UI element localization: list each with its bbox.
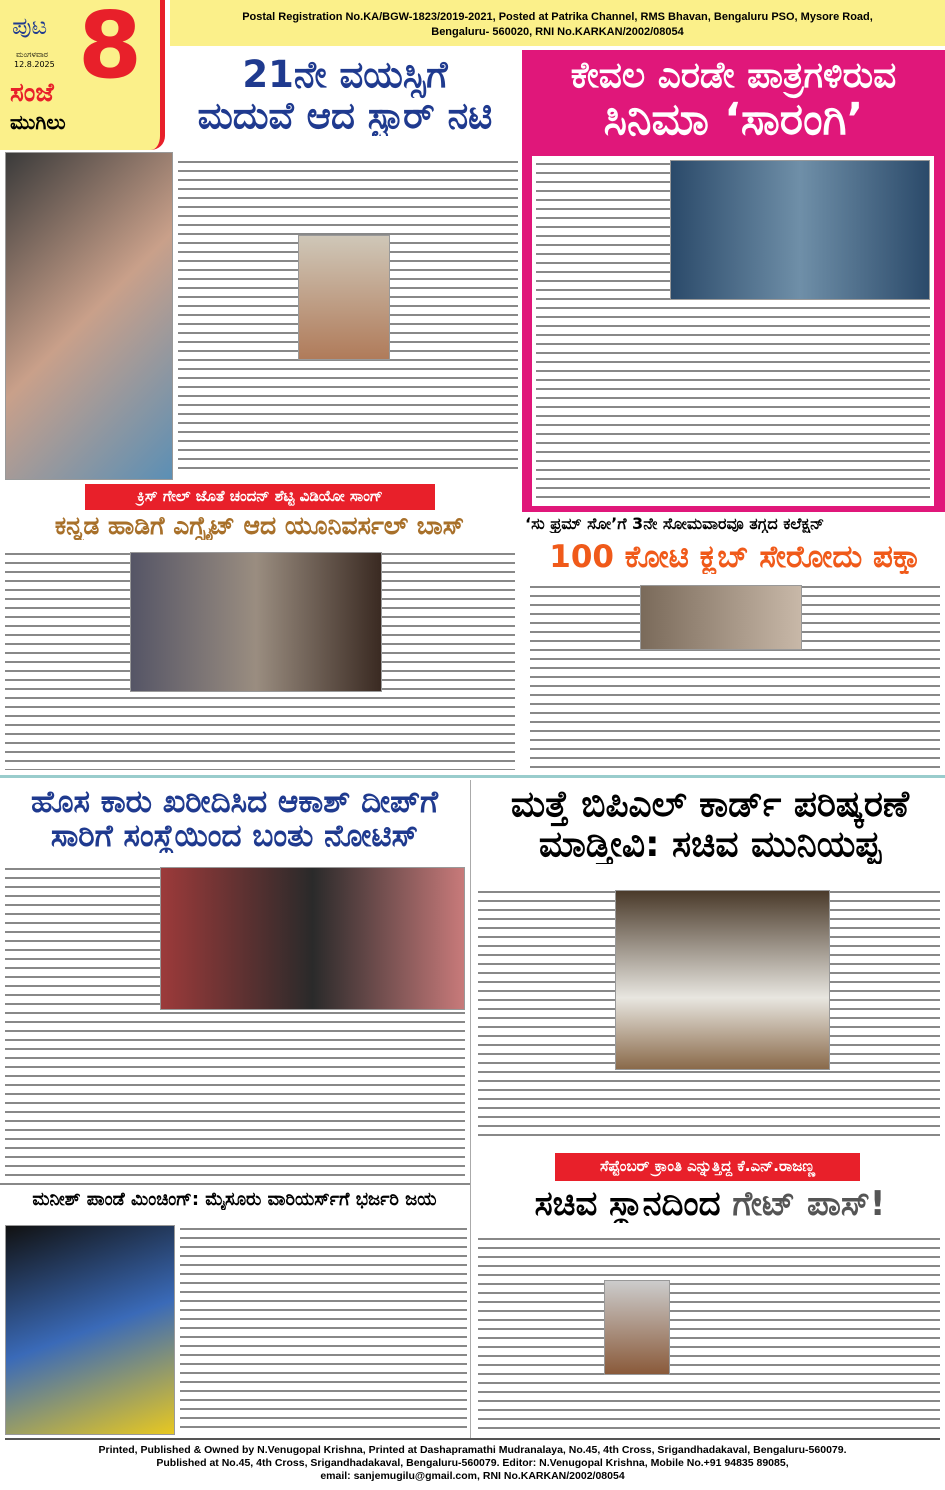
- press-meet-photo: [670, 160, 930, 300]
- page-number: 8: [78, 0, 143, 99]
- rajanna-photo: [604, 1280, 670, 1375]
- story8-body: [478, 1235, 940, 1435]
- headline-line: ಮತ್ತೆ ಬಿಪಿಎಲ್ ಕಾರ್ಡ್ ಪರಿಷ್ಕರಣೆ: [510, 785, 910, 825]
- divider: [0, 775, 945, 778]
- page-label: ಪುಟ: [12, 12, 48, 40]
- minister-assembly-photo: [615, 890, 830, 1070]
- date: 12.8.2025: [14, 60, 55, 69]
- story8-kicker: ಸೆಪ್ಟೆಂಬರ್ ಕ್ರಾಂತಿ ಎನ್ನುತ್ತಿದ್ದ ಕೆ.ಎನ್.ರಾಜಣ್ಣ: [555, 1153, 860, 1181]
- divider: [0, 1183, 470, 1185]
- chris-gayle-photos: [130, 552, 382, 692]
- footer-rule: [5, 1438, 940, 1440]
- postal-line1: Postal Registration No.KA/BGW-1823/2019-2021, Posted at Patrika Channel, RMS Bhavan, Bengaluru PSO, Mysore Road,: [242, 11, 873, 23]
- column-divider: [470, 780, 471, 1440]
- actress-photo: [298, 235, 390, 360]
- footer-line3[interactable]: email: sanjemugilu@gmail.com, RNI No.KARKAN/2002/08054: [320, 1470, 625, 1482]
- story6-headline[interactable]: [475, 785, 945, 864]
- postal-strip: [170, 0, 945, 46]
- weekday: ಮಂಗಳವಾರ: [16, 50, 49, 59]
- footer: [0, 1444, 945, 1483]
- headline-line: ಮಾಡ್ತೀವಿ: ಸಚಿವ ಮುನಿಯಪ್ಪ: [538, 823, 882, 865]
- manish-pandey-photo: [5, 1225, 175, 1435]
- headline-part: ಸಚಿವ ಸ್ಥಾನದಿಂದ: [534, 1186, 721, 1224]
- car-photos: [160, 867, 465, 1010]
- story5-headline[interactable]: [2, 785, 467, 853]
- headline-line: ಹೊಸ ಕಾರು ಖರೀದಿಸಿದ ಆಕಾಶ್ ದೀಪ್‌ಗೆ: [31, 785, 438, 820]
- story4-kicker: ‘ಸು ಫ್ರಮ್ ಸೋ’ಗೆ 3ನೇ ಸೋಮವಾರವೂ ತಗ್ಗದ ಕಲೆಕ್ಷನ್: [525, 515, 825, 533]
- footer-line1: Printed, Published & Owned by N.Venugopal Krishna, Printed at Dashapramathi Mudranalaya, No.45, 4th Cross, Srigandhadakaval, Bengaluru-560079.: [98, 1444, 847, 1456]
- story2-headline[interactable]: [522, 56, 945, 144]
- couple-photo: [5, 152, 173, 480]
- brand-line2: ಮುಗಿಲು: [10, 110, 66, 134]
- film-team-photo: [640, 585, 802, 650]
- masthead: [0, 0, 165, 150]
- story4-headline[interactable]: 100 ಕೋಟಿ ಕ್ಲಬ್ ಸೇರೋದು ಪಕ್ಕಾ: [549, 540, 921, 575]
- footer-line2: Published at No.45, 4th Cross, Srigandhadakaval, Bengaluru-560079. Editor: N.Venugopal Krishna, Mobile No.+91 94835 89085,: [156, 1457, 789, 1469]
- headline-line: ಮದುವೆ ಆದ ಸ್ಟಾರ್ ನಟಿ: [197, 93, 493, 137]
- headline-line: 21ನೇ ವಯಸ್ಸಿಗೆ: [242, 55, 448, 96]
- headline-line: ಸಿನಿಮಾ ‘ಸಾರಂಗಿ’: [603, 93, 864, 144]
- headline-line: ಸಾರಿಗೆ ಸಂಸ್ಥೆಯಿಂದ ಬಂತು ನೋಟಿಸ್: [50, 818, 419, 854]
- headline-line: ಕೇವಲ ಎರಡೇ ಪಾತ್ರಗಳಿರುವ: [570, 56, 897, 96]
- story8-headline[interactable]: [475, 1186, 945, 1223]
- story3-headline[interactable]: ಕನ್ನಡ ಹಾಡಿಗೆ ಎಗ್ಸೈಟ್ ಆದ ಯೂನಿವರ್ಸಲ್ ಬಾಸ್: [54, 512, 465, 540]
- story1-headline[interactable]: [170, 55, 520, 136]
- postal-line2: Bengaluru- 560020, RNI No.KARKAN/2002/08054: [431, 26, 684, 38]
- headline-part: ಗೇಟ್ ಪಾಸ್!: [732, 1186, 886, 1224]
- story7-body: [180, 1225, 467, 1433]
- story7-headline[interactable]: ಮನೀಶ್ ಪಾಂಡೆ ಮಿಂಚಿಂಗ್: ಮೈಸೂರು ವಾರಿಯರ್ಸ್‌ಗೆ ಭರ್ಜರಿ ಜಯ: [32, 1190, 437, 1210]
- brand-line1: ಸಂಜೆ: [10, 78, 54, 108]
- story3-kicker: ಕ್ರಿಸ್ ಗೇಲ್ ಜೊತೆ ಚಂದನ್ ಶೆಟ್ಟಿ ವಿಡಿಯೋ ಸಾಂಗ್: [85, 484, 435, 510]
